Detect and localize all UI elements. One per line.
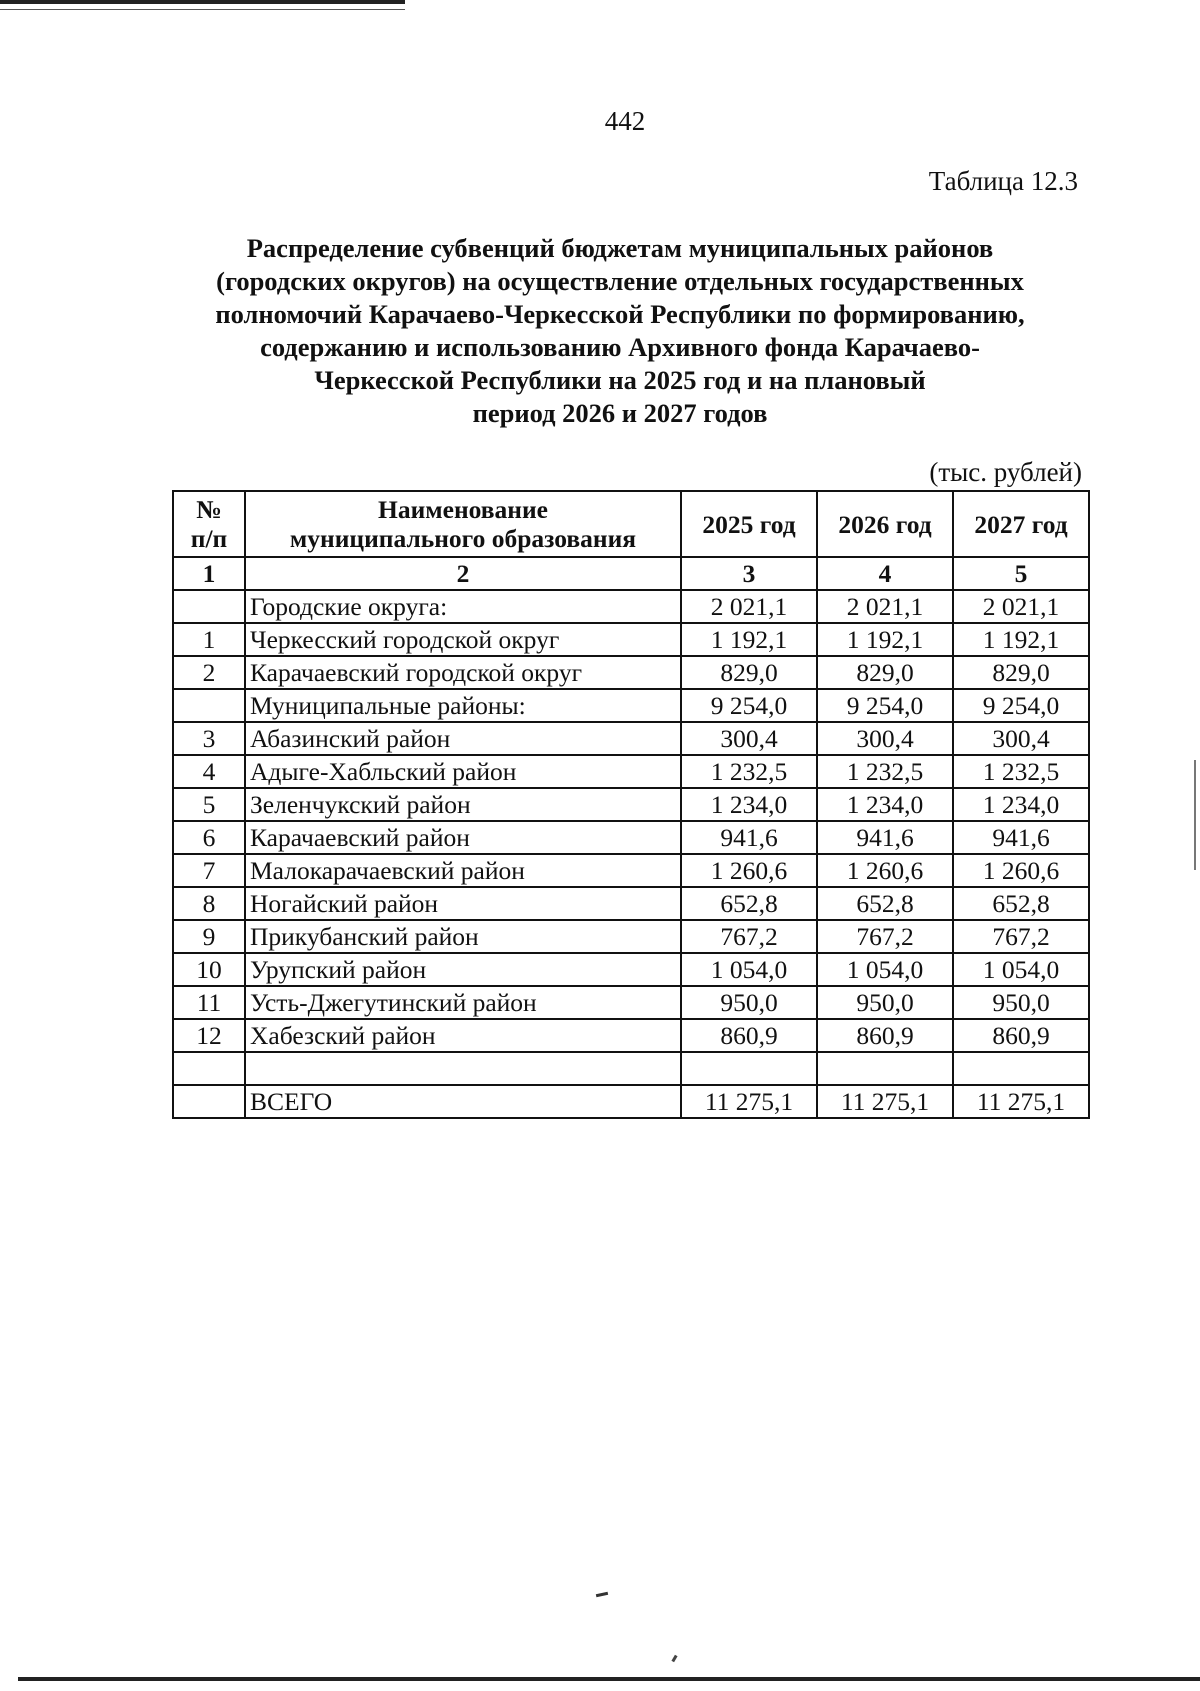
- column-number: 3: [681, 557, 817, 590]
- municipality-name-cell: Карачаевский городской округ: [245, 656, 681, 689]
- header-2026: 2026 год: [817, 491, 953, 557]
- value-2025-cell: 1 054,0: [681, 953, 817, 986]
- title-line: полномочий Карачаево-Черкесской Республики по формированию,: [215, 299, 1025, 329]
- table-row: [173, 953, 1089, 986]
- row-number-cell: [173, 590, 245, 623]
- value-2027-cell: 2 021,1: [953, 590, 1089, 623]
- municipality-name-cell: Ногайский район: [245, 887, 681, 920]
- column-number: 1: [173, 557, 245, 590]
- units-label: (тыс. рублей): [929, 457, 1082, 487]
- municipality-name-cell: Городские округа:: [245, 590, 681, 623]
- value-2026-cell: 9 254,0: [817, 689, 953, 722]
- scan-border-top-thin: [0, 9, 405, 10]
- table-row: [173, 1085, 1089, 1118]
- table-row: [173, 788, 1089, 821]
- table-row: [173, 722, 1089, 755]
- value-2027-cell: 300,4: [953, 722, 1089, 755]
- value-2026-cell: 829,0: [817, 656, 953, 689]
- page-number: 442: [604, 106, 646, 136]
- table-label: Таблица 12.3: [928, 166, 1078, 196]
- municipality-name-cell: Абазинский район: [245, 722, 681, 755]
- municipality-name-cell: Муниципальные районы:: [245, 689, 681, 722]
- value-2025-cell: 950,0: [681, 986, 817, 1019]
- header-name-line2: муниципального образования: [289, 524, 637, 553]
- title-line: Распределение субвенций бюджетам муниципальных районов: [246, 233, 994, 263]
- value-2025-cell: 1 234,0: [681, 788, 817, 821]
- value-2026-cell: 1 232,5: [817, 755, 953, 788]
- value-2026-cell: 941,6: [817, 821, 953, 854]
- header-name-line1: Наименование: [378, 495, 548, 524]
- row-number-cell: 12: [173, 1019, 245, 1052]
- column-number: 2: [245, 557, 681, 590]
- value-2025-cell: 652,8: [681, 887, 817, 920]
- municipality-name-cell: Зеленчукский район: [245, 788, 681, 821]
- scan-speck: [596, 1592, 608, 1597]
- value-2025-cell: 1 192,1: [681, 623, 817, 656]
- value-2027-cell: 1 192,1: [953, 623, 1089, 656]
- value-2025-cell: 767,2: [681, 920, 817, 953]
- header-2025: 2025 год: [681, 491, 817, 557]
- value-2026-cell: 300,4: [817, 722, 953, 755]
- row-number-cell: [173, 1085, 245, 1118]
- title-line: (городских округов) на осуществление отдельных государственных: [216, 266, 1024, 296]
- scan-edge-mark: [1194, 760, 1196, 870]
- table-header-row: [173, 491, 1089, 557]
- value-2027-cell: 11 275,1: [953, 1085, 1089, 1118]
- value-2026-cell: 767,2: [817, 920, 953, 953]
- municipality-name-cell: Прикубанский район: [245, 920, 681, 953]
- document-title: [160, 232, 1080, 430]
- value-2027-cell: 941,6: [953, 821, 1089, 854]
- municipality-name-cell: Адыге-Хабльский район: [245, 755, 681, 788]
- table-row: [173, 854, 1089, 887]
- scan-border-top: [0, 0, 405, 4]
- title-line: Черкесской Республики на 2025 год и на плановый: [314, 365, 926, 395]
- column-number-row: [173, 557, 1089, 590]
- row-number-cell: 9: [173, 920, 245, 953]
- column-number: 4: [817, 557, 953, 590]
- table-row: [173, 623, 1089, 656]
- municipality-name-cell: Малокарачаевский район: [245, 854, 681, 887]
- value-2026-cell: 11 275,1: [817, 1085, 953, 1118]
- value-2027-cell: 860,9: [953, 1019, 1089, 1052]
- value-2027-cell: 829,0: [953, 656, 1089, 689]
- row-number-cell: 2: [173, 656, 245, 689]
- value-2025-cell: 860,9: [681, 1019, 817, 1052]
- table-row: [173, 920, 1089, 953]
- header-num-line2: п/п: [190, 524, 228, 553]
- table-row: [173, 1019, 1089, 1052]
- row-number-cell: 10: [173, 953, 245, 986]
- municipality-name-cell: Усть-Джегутинский район: [245, 986, 681, 1019]
- value-2026-cell: 1 192,1: [817, 623, 953, 656]
- table-row: [173, 887, 1089, 920]
- scan-border-bottom: [18, 1677, 1200, 1681]
- value-2027-cell: [953, 1052, 1089, 1085]
- value-2025-cell: 941,6: [681, 821, 817, 854]
- scan-speck: [671, 1655, 677, 1663]
- value-2026-cell: 950,0: [817, 986, 953, 1019]
- value-2027-cell: 1 054,0: [953, 953, 1089, 986]
- municipality-name-cell: [245, 1052, 681, 1085]
- table-body: [173, 557, 1089, 1118]
- row-number-cell: 7: [173, 854, 245, 887]
- row-number-cell: [173, 689, 245, 722]
- value-2025-cell: [681, 1052, 817, 1085]
- row-number-cell: 5: [173, 788, 245, 821]
- value-2025-cell: 11 275,1: [681, 1085, 817, 1118]
- value-2027-cell: 1 232,5: [953, 755, 1089, 788]
- table-row: [173, 1052, 1089, 1085]
- value-2027-cell: 950,0: [953, 986, 1089, 1019]
- table-row: [173, 821, 1089, 854]
- header-name: [245, 491, 681, 557]
- value-2025-cell: 1 232,5: [681, 755, 817, 788]
- value-2025-cell: 300,4: [681, 722, 817, 755]
- municipality-name-cell: Хабезский район: [245, 1019, 681, 1052]
- municipality-name-cell: Карачаевский район: [245, 821, 681, 854]
- row-number-cell: 11: [173, 986, 245, 1019]
- table-row: [173, 755, 1089, 788]
- value-2027-cell: 9 254,0: [953, 689, 1089, 722]
- title-line: содержанию и использованию Архивного фонда Карачаево-: [260, 332, 980, 362]
- value-2025-cell: 9 254,0: [681, 689, 817, 722]
- row-number-cell: 6: [173, 821, 245, 854]
- row-number-cell: 4: [173, 755, 245, 788]
- value-2026-cell: 1 260,6: [817, 854, 953, 887]
- value-2027-cell: 767,2: [953, 920, 1089, 953]
- value-2026-cell: 860,9: [817, 1019, 953, 1052]
- municipality-name-cell: Черкесский городской округ: [245, 623, 681, 656]
- table-row: [173, 689, 1089, 722]
- row-number-cell: 8: [173, 887, 245, 920]
- row-number-cell: [173, 1052, 245, 1085]
- row-number-cell: 3: [173, 722, 245, 755]
- column-number: 5: [953, 557, 1089, 590]
- header-num-line1: №: [196, 495, 222, 524]
- subvention-table: [172, 490, 1090, 1119]
- municipality-name-cell: ВСЕГО: [245, 1085, 681, 1118]
- value-2026-cell: 1 054,0: [817, 953, 953, 986]
- table-row: [173, 656, 1089, 689]
- value-2025-cell: 829,0: [681, 656, 817, 689]
- value-2026-cell: 1 234,0: [817, 788, 953, 821]
- value-2026-cell: 652,8: [817, 887, 953, 920]
- title-line: период 2026 и 2027 годов: [472, 398, 768, 428]
- value-2025-cell: 1 260,6: [681, 854, 817, 887]
- value-2027-cell: 652,8: [953, 887, 1089, 920]
- header-num: [173, 491, 245, 557]
- municipality-name-cell: Урупский район: [245, 953, 681, 986]
- header-2027: 2027 год: [953, 491, 1089, 557]
- value-2025-cell: 2 021,1: [681, 590, 817, 623]
- value-2027-cell: 1 234,0: [953, 788, 1089, 821]
- value-2026-cell: 2 021,1: [817, 590, 953, 623]
- value-2026-cell: [817, 1052, 953, 1085]
- table-row: [173, 590, 1089, 623]
- table-row: [173, 986, 1089, 1019]
- value-2027-cell: 1 260,6: [953, 854, 1089, 887]
- row-number-cell: 1: [173, 623, 245, 656]
